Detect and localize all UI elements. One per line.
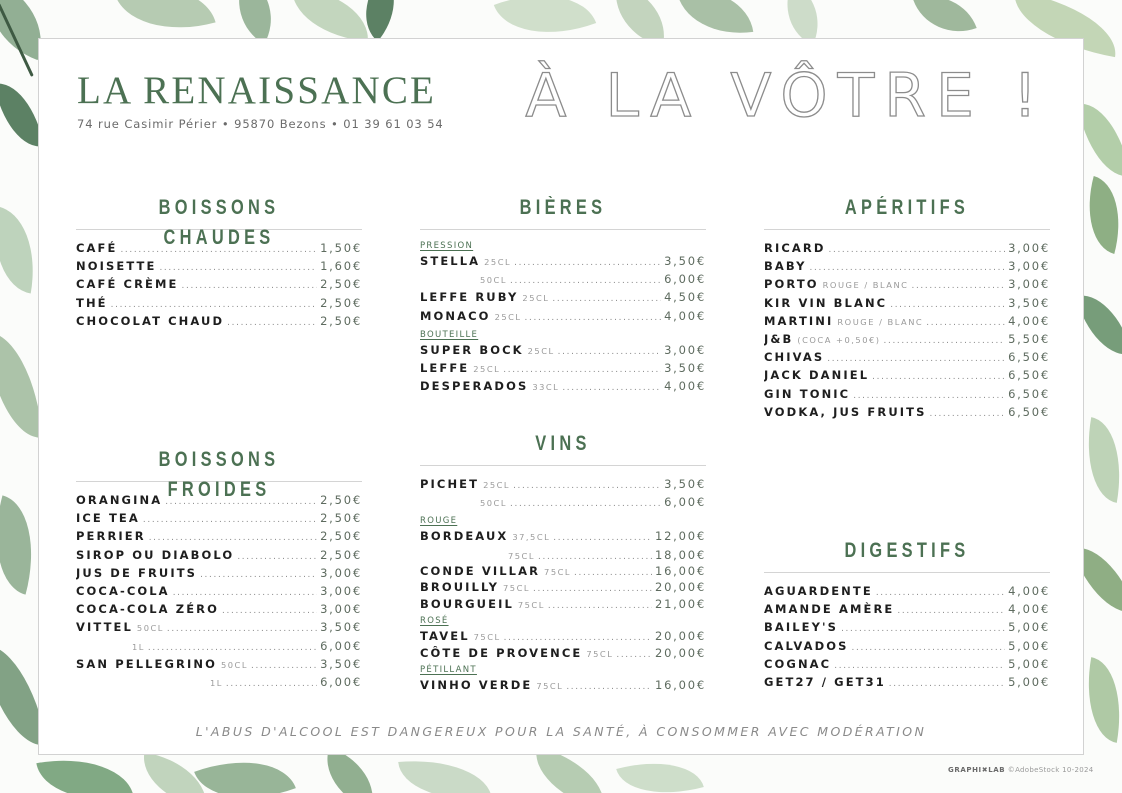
menu-item bbox=[764, 584, 1050, 602]
item-name: SIROP OU DIABOLO bbox=[76, 547, 235, 562]
menu-item bbox=[420, 361, 706, 379]
item-name: MONACO bbox=[420, 308, 491, 323]
dot-leader bbox=[810, 262, 1006, 273]
leaf-decoration bbox=[677, 0, 754, 42]
menu-item bbox=[764, 241, 1050, 259]
dot-leader bbox=[167, 623, 317, 634]
item-price: 6,50€ bbox=[1008, 404, 1050, 419]
item-name: CÔTE DE PROVENCE bbox=[420, 645, 583, 660]
credit bbox=[948, 766, 1093, 774]
menu-item bbox=[420, 678, 706, 695]
menu-item bbox=[764, 368, 1050, 386]
menu-item bbox=[76, 511, 362, 529]
dot-leader bbox=[566, 681, 652, 692]
dot-leader bbox=[237, 551, 317, 562]
section-boissons-chaudes bbox=[76, 193, 362, 332]
item-price: 4,00€ bbox=[664, 308, 706, 323]
slogan-text: À LA VÔTRE ! bbox=[525, 61, 1047, 131]
item-volume: (COCA +0,50€) bbox=[797, 334, 881, 345]
dot-leader bbox=[200, 569, 317, 580]
divider bbox=[764, 572, 1050, 573]
dot-leader bbox=[897, 605, 1005, 616]
slogan bbox=[525, 61, 1047, 131]
item-name: SAN PELLEGRINO bbox=[76, 656, 217, 671]
item-price: 21,00€ bbox=[654, 596, 706, 611]
item-price: 3,00€ bbox=[320, 602, 362, 617]
item-name: BAILEY'S bbox=[764, 620, 839, 635]
dot-leader bbox=[533, 583, 652, 594]
item-volume: 33CL bbox=[532, 382, 560, 393]
item-price: 3,00€ bbox=[320, 565, 362, 580]
item-name: ICE TEA bbox=[76, 511, 140, 526]
menu-item bbox=[420, 254, 706, 272]
item-price: 3,50€ bbox=[664, 254, 706, 268]
menu-item bbox=[420, 379, 706, 397]
section-title: DIGESTIFS bbox=[844, 539, 970, 562]
item-name: CAFÉ CRÈME bbox=[76, 277, 179, 292]
item-price: 6,50€ bbox=[1008, 368, 1050, 383]
leaf-decoration bbox=[1077, 417, 1122, 503]
item-price: 6,00€ bbox=[664, 272, 706, 287]
item-price: 2,50€ bbox=[320, 295, 362, 310]
item-volume: 50CL bbox=[136, 623, 164, 634]
item-price: 16,00€ bbox=[654, 678, 706, 693]
restaurant-address: 74 rue Casimir Périer • 95870 Bezons • 01 39 61 03 54 bbox=[77, 117, 444, 131]
subsection-rose: ROSÉ bbox=[420, 616, 449, 627]
item-price: 6,00€ bbox=[664, 495, 706, 510]
item-name: BROUILLY bbox=[420, 580, 500, 595]
leaf-decoration bbox=[1077, 657, 1122, 743]
item-price: 2,50€ bbox=[320, 277, 362, 292]
item-name: NOISETTE bbox=[76, 259, 157, 274]
item-price: 6,50€ bbox=[1008, 386, 1050, 401]
item-name: GET27 / GET31 bbox=[764, 674, 886, 689]
item-volume: 50CL bbox=[480, 275, 507, 286]
menu-item bbox=[420, 343, 706, 361]
item-price: 3,00€ bbox=[1008, 241, 1050, 255]
item-volume: 25CL bbox=[527, 345, 555, 356]
dot-leader bbox=[159, 262, 317, 273]
dot-leader bbox=[827, 353, 1005, 364]
menu-item bbox=[764, 657, 1050, 675]
item-name: VINHO VERDE bbox=[420, 678, 533, 693]
item-volume: 75CL bbox=[473, 632, 501, 643]
item-price: 5,00€ bbox=[1008, 674, 1050, 689]
dot-leader bbox=[889, 678, 1005, 689]
item-name: VODKA, JUS FRUITS bbox=[764, 404, 927, 419]
item-name: J&B bbox=[764, 331, 794, 346]
item-name: LEFFE RUBY bbox=[420, 290, 519, 305]
item-volume: 25CL bbox=[483, 480, 511, 490]
section-title: BOISSONS CHAUDES bbox=[158, 196, 280, 249]
menu-item bbox=[764, 602, 1050, 620]
dot-leader bbox=[872, 371, 1005, 382]
menu-item bbox=[76, 314, 362, 332]
section-title: APÉRITIFS bbox=[844, 196, 970, 219]
menu-item bbox=[76, 529, 362, 547]
menu-item bbox=[76, 584, 362, 602]
item-price: 3,50€ bbox=[664, 477, 706, 491]
dot-leader bbox=[149, 532, 317, 543]
menu-item-variant bbox=[420, 495, 706, 513]
dot-leader bbox=[890, 299, 1005, 310]
dot-leader bbox=[552, 293, 661, 304]
item-name: GIN TONIC bbox=[764, 386, 851, 401]
menu-item bbox=[76, 277, 362, 295]
dot-leader bbox=[929, 408, 1005, 419]
item-name: AMANDE AMÈRE bbox=[764, 602, 895, 617]
menu-item bbox=[420, 529, 706, 547]
item-price: 3,00€ bbox=[664, 342, 706, 357]
subsection-rouge: ROUGE bbox=[420, 516, 458, 527]
dot-leader bbox=[883, 335, 1005, 346]
menu-item bbox=[764, 296, 1050, 314]
item-price: 5,00€ bbox=[1008, 638, 1050, 653]
dot-leader bbox=[173, 587, 317, 598]
divider bbox=[420, 229, 706, 230]
dot-leader bbox=[503, 364, 661, 375]
item-price: 20,00€ bbox=[654, 629, 706, 644]
section-boissons-froides bbox=[76, 445, 362, 693]
menu-item bbox=[420, 477, 706, 495]
dot-leader bbox=[876, 587, 1005, 598]
item-price: 2,50€ bbox=[320, 511, 362, 526]
item-price: 5,50€ bbox=[1008, 331, 1050, 346]
item-price: 3,50€ bbox=[664, 360, 706, 375]
menu-item bbox=[764, 332, 1050, 350]
menu-item bbox=[764, 620, 1050, 638]
dot-leader bbox=[504, 632, 652, 643]
menu-item bbox=[764, 277, 1050, 295]
dot-leader bbox=[513, 480, 661, 491]
item-name: PICHET bbox=[420, 477, 480, 491]
item-volume: 50CL bbox=[480, 498, 507, 509]
menu-item bbox=[420, 597, 706, 614]
item-volume: 75CL bbox=[508, 550, 535, 561]
item-name: COGNAC bbox=[764, 656, 832, 671]
subsection-pression: PRESSION bbox=[420, 241, 474, 251]
dot-leader bbox=[828, 244, 1005, 255]
subsection-petillant: PÉTILLANT bbox=[420, 665, 477, 676]
item-name: TAVEL bbox=[420, 629, 470, 644]
brand-block bbox=[77, 69, 444, 131]
section-title: VINS bbox=[535, 432, 591, 455]
item-price: 6,00€ bbox=[320, 674, 362, 689]
item-price: 4,00€ bbox=[664, 379, 706, 394]
item-name: BORDEAUX bbox=[420, 529, 509, 544]
section-aperitifs bbox=[764, 193, 1050, 423]
menu-item bbox=[76, 259, 362, 277]
item-name: DESPERADOS bbox=[420, 379, 529, 394]
menu-item bbox=[420, 580, 706, 597]
item-volume: 25CL bbox=[473, 363, 501, 374]
item-price: 6,50€ bbox=[1008, 350, 1050, 365]
dot-leader bbox=[111, 299, 317, 310]
item-name: COCA-COLA ZÉRO bbox=[76, 602, 220, 617]
dot-leader bbox=[143, 514, 317, 525]
menu-item bbox=[420, 646, 706, 663]
item-price: 18,00€ bbox=[654, 547, 706, 562]
dot-leader bbox=[510, 498, 661, 509]
item-name: LEFFE bbox=[420, 360, 470, 375]
menu-item bbox=[764, 350, 1050, 368]
menu-item bbox=[764, 259, 1050, 277]
item-price: 6,00€ bbox=[320, 638, 362, 653]
menu-item bbox=[420, 629, 706, 646]
item-price: 1,50€ bbox=[320, 241, 362, 255]
item-price: 2,50€ bbox=[320, 493, 362, 507]
credit-text: ©AdobeStock 10-2024 bbox=[1007, 766, 1094, 774]
item-price: 20,00€ bbox=[654, 580, 706, 595]
item-name: BOURGUEIL bbox=[420, 596, 514, 611]
leaf-decoration bbox=[0, 328, 43, 442]
dot-leader bbox=[227, 317, 317, 328]
menu-item bbox=[420, 290, 706, 308]
item-price: 3,00€ bbox=[320, 583, 362, 598]
dot-leader bbox=[182, 280, 318, 291]
item-name: PERRIER bbox=[76, 529, 146, 544]
menu-item-variant bbox=[420, 272, 706, 290]
menu-item-variant bbox=[76, 639, 362, 657]
item-volume: 75CL bbox=[536, 681, 564, 692]
menu-item bbox=[764, 675, 1050, 693]
item-name: PORTO bbox=[764, 277, 819, 292]
section-bieres bbox=[420, 193, 706, 397]
leaf-decoration bbox=[288, 0, 372, 41]
leaf-decoration bbox=[398, 754, 492, 793]
item-volume: 75CL bbox=[544, 566, 572, 577]
menu-item bbox=[764, 314, 1050, 332]
dot-leader bbox=[222, 605, 317, 616]
item-volume: 50CL bbox=[220, 659, 248, 670]
menu-item bbox=[76, 620, 362, 638]
item-price: 2,50€ bbox=[320, 313, 362, 328]
item-name: CALVADOS bbox=[764, 638, 849, 653]
dot-leader bbox=[525, 312, 662, 323]
menu-item bbox=[764, 639, 1050, 657]
menu-item-variant bbox=[420, 548, 706, 564]
menu-item bbox=[76, 566, 362, 584]
subsection-bouteille: BOUTEILLE bbox=[420, 329, 479, 340]
dot-leader bbox=[538, 551, 652, 562]
item-volume: 25CL bbox=[522, 293, 550, 304]
item-name: KIR VIN BLANC bbox=[764, 295, 888, 310]
item-price: 3,00€ bbox=[1008, 277, 1050, 292]
menu-item bbox=[764, 405, 1050, 423]
item-name: BABY bbox=[764, 259, 807, 274]
dot-leader bbox=[852, 642, 1006, 653]
section-vins bbox=[420, 429, 706, 695]
item-name: MARTINI bbox=[764, 313, 834, 328]
item-price: 4,00€ bbox=[1008, 602, 1050, 617]
menu-item bbox=[76, 548, 362, 566]
item-price: 4,50€ bbox=[664, 290, 706, 305]
divider bbox=[420, 465, 706, 466]
item-volume: 75CL bbox=[586, 648, 614, 659]
dot-leader bbox=[834, 660, 1005, 671]
menu-card bbox=[38, 38, 1084, 755]
item-price: 20,00€ bbox=[654, 645, 706, 660]
menu-item bbox=[764, 387, 1050, 405]
item-name: VITTEL bbox=[76, 620, 133, 635]
dot-leader bbox=[548, 600, 652, 611]
section-digestifs bbox=[764, 536, 1050, 693]
menu-item bbox=[420, 564, 706, 581]
item-price: 5,00€ bbox=[1008, 620, 1050, 635]
dot-leader bbox=[911, 280, 1005, 291]
leaf-decoration bbox=[616, 748, 704, 793]
item-volume: 37,5CL bbox=[512, 532, 551, 543]
dot-leader bbox=[562, 382, 661, 393]
item-volume: 25CL bbox=[484, 257, 512, 267]
dot-leader bbox=[251, 660, 317, 671]
item-volume: 1L bbox=[132, 641, 145, 652]
item-name: ORANGINA bbox=[76, 493, 163, 507]
item-volume: 75CL bbox=[517, 599, 545, 610]
item-name: COCA-COLA bbox=[76, 583, 170, 598]
dot-leader bbox=[616, 649, 652, 660]
item-volume: 1L bbox=[210, 677, 223, 688]
item-name: JUS DE FRUITS bbox=[76, 565, 198, 580]
item-price: 2,50€ bbox=[320, 547, 362, 562]
item-price: 3,50€ bbox=[320, 656, 362, 671]
restaurant-name: LA RENAISSANCE bbox=[77, 69, 437, 112]
divider bbox=[764, 229, 1050, 230]
menu-item bbox=[420, 309, 706, 327]
menu-item bbox=[76, 296, 362, 314]
dot-leader bbox=[558, 346, 661, 357]
item-volume: 25CL bbox=[494, 311, 522, 322]
item-price: 4,00€ bbox=[1008, 313, 1050, 328]
item-volume: ROUGE / BLANC bbox=[822, 280, 909, 291]
item-price: 12,00€ bbox=[654, 529, 706, 544]
item-name: AGUARDENTE bbox=[764, 584, 873, 598]
item-price: 1,60€ bbox=[320, 259, 362, 274]
dot-leader bbox=[926, 317, 1005, 328]
dot-leader bbox=[226, 678, 317, 689]
dot-leader bbox=[148, 642, 317, 653]
item-name: SUPER BOCK bbox=[420, 342, 524, 357]
item-name: CHOCOLAT CHAUD bbox=[76, 313, 225, 328]
item-name: CHIVAS bbox=[764, 350, 825, 365]
alcohol-warning: L'ABUS D'ALCOOL EST DANGEREUX POUR LA SANTÉ, À CONSOMMER AVEC MODÉRATION bbox=[195, 724, 927, 739]
menu-item bbox=[76, 657, 362, 675]
item-price: 5,00€ bbox=[1008, 656, 1050, 671]
item-price: 3,00€ bbox=[1008, 259, 1050, 274]
item-price: 4,00€ bbox=[1008, 584, 1050, 598]
item-price: 16,00€ bbox=[654, 563, 706, 578]
section-title: BOISSONS FROIDES bbox=[158, 448, 280, 501]
item-volume: 75CL bbox=[503, 583, 530, 594]
item-name: JACK DANIEL bbox=[764, 368, 870, 383]
item-price: 3,50€ bbox=[320, 620, 362, 635]
dot-leader bbox=[841, 623, 1005, 634]
menu-item-variant bbox=[76, 675, 362, 693]
item-name: RICARD bbox=[764, 241, 826, 255]
menu-item bbox=[76, 602, 362, 620]
item-volume: ROUGE / BLANC bbox=[837, 316, 924, 327]
item-name: CAFÉ bbox=[76, 241, 118, 255]
item-name: THÉ bbox=[76, 295, 108, 310]
section-title: BIÈRES bbox=[519, 196, 607, 219]
dot-leader bbox=[510, 275, 661, 286]
credit-brand-logo: GRAPHI✖LAB bbox=[948, 766, 1006, 774]
dot-leader bbox=[514, 257, 661, 268]
item-name: STELLA bbox=[420, 254, 481, 268]
item-price: 2,50€ bbox=[320, 529, 362, 544]
dot-leader bbox=[574, 567, 652, 578]
item-name: CONDE VILLAR bbox=[420, 563, 541, 578]
leaf-decoration bbox=[1077, 97, 1122, 183]
item-price: 3,50€ bbox=[1008, 295, 1050, 310]
dot-leader bbox=[553, 532, 652, 543]
dot-leader bbox=[853, 390, 1005, 401]
